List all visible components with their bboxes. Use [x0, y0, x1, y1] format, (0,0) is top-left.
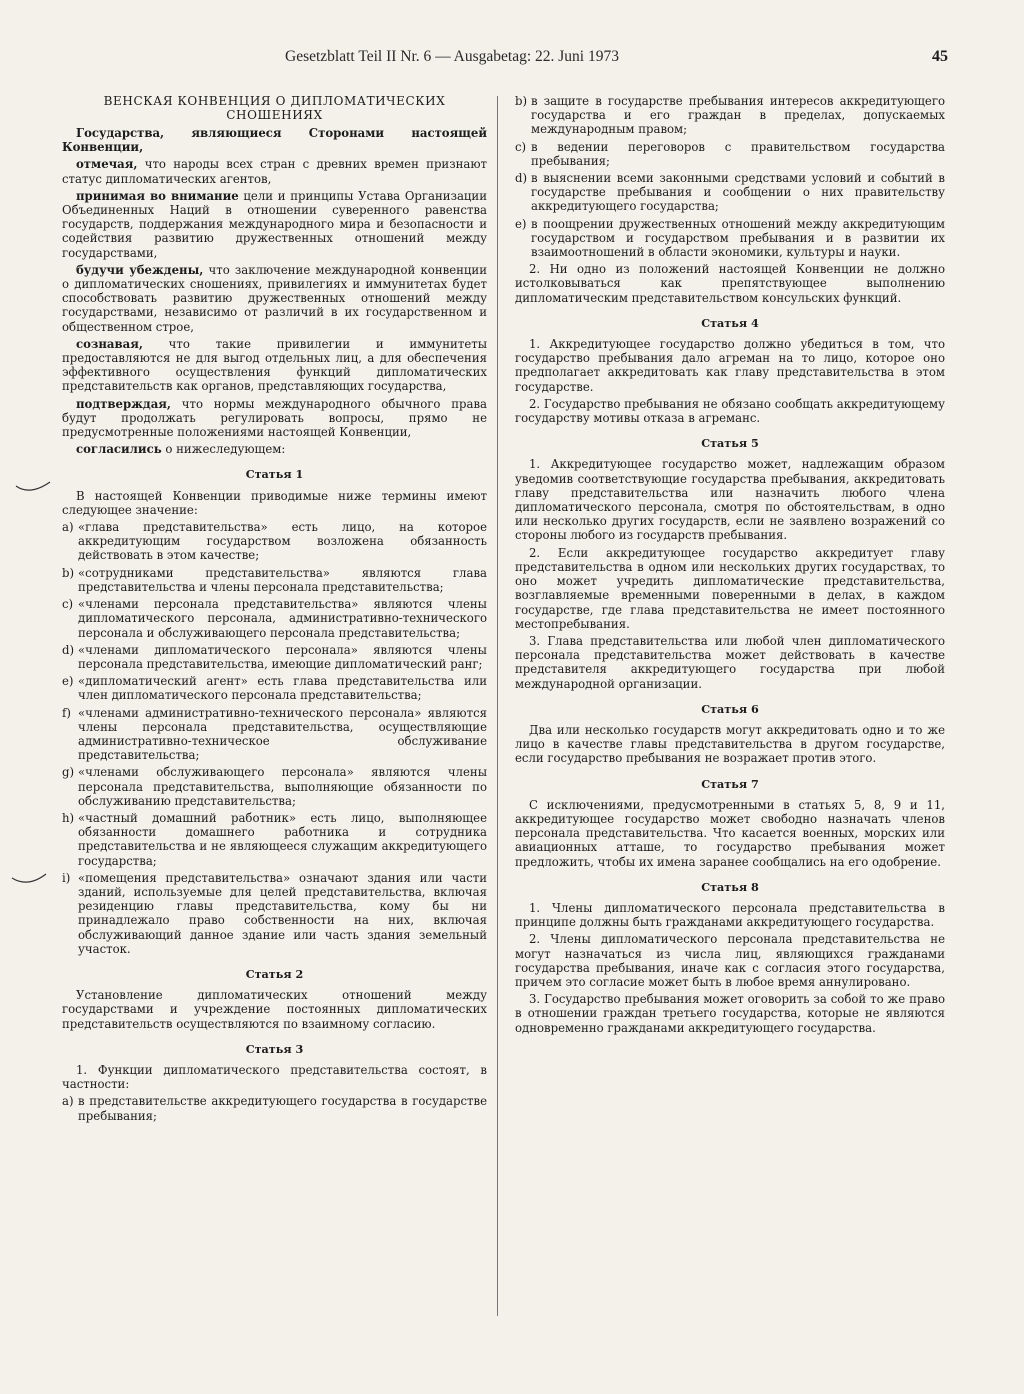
article-3-heading: Статья 3: [245, 1041, 304, 1056]
list-item: [62, 1094, 487, 1122]
item-label: f): [62, 705, 71, 720]
article-3-functions: [515, 94, 945, 259]
item-text: «членами обслуживающего персонала» являются члены персонала представительства, выполняющие обязанности по обслуживанию представительства;: [78, 765, 487, 808]
item-text: «сотрудниками представительства» являются глава представительства и члены персонала представительства;: [78, 565, 487, 594]
gazette-title: Gesetzblatt Teil II Nr. 6 — Ausgabetag: 22. Juni 1973: [285, 48, 619, 65]
list-item: [62, 811, 487, 868]
preamble-paragraph: согласились о нижеследующем:: [76, 442, 286, 457]
item-label: c): [62, 597, 74, 612]
item-label: g): [62, 765, 75, 780]
item-text: в поощрении дружественных отношений между аккредитующим государством и государством пребывания и в развитии их взаимоотношений в области экономики, культуры и науки.: [531, 216, 945, 260]
article-8-paragraph-2: 2. Члены дипломатического персонала представительства не могут назначаться из числа лиц, являющихся гражданами государства пребывания, иначе как с согласия этого государства, причем это согласие может быть в любое время аннулировано.: [515, 932, 945, 989]
right-column: [515, 94, 945, 1038]
article-5-heading: Статья 5: [701, 436, 759, 451]
article-8-paragraph-1: 1. Члены дипломатического персонала представительства в принципе должны быть гражданами аккредитующего государства.: [515, 900, 945, 930]
list-item: [515, 94, 945, 137]
item-label: a): [62, 520, 74, 535]
item-label: e): [515, 216, 527, 231]
item-text: в выяснении всеми законными средствами условий и событий в государстве пребывания и сообщении о них правительству аккредитующего государства;: [531, 171, 945, 214]
title-line-2: СНОШЕНИЯХ: [226, 108, 323, 122]
article-4-heading: Статья 4: [701, 315, 759, 330]
left-column: [62, 94, 487, 1126]
article-1-definitions: [62, 520, 487, 956]
item-label: d): [62, 642, 75, 657]
preamble-paragraph: сознавая, что такие привилегии и иммунитеты предоставляются не для выгод отдельных лиц, а для обеспечения эффективного осуществления функций дипломатических представительств как органов, представляющих государства,: [62, 336, 487, 394]
item-text: «глава представительства» есть лицо, на которое аккредитующим государством возложена обязанность действовать в этом качестве;: [78, 520, 487, 563]
item-text: в ведении переговоров с правительством государства пребывания;: [531, 139, 945, 168]
page-header: [0, 48, 1024, 72]
list-item: [515, 171, 945, 214]
article-1-intro: В настоящей Конвенции приводимые ниже термины имеют следующее значение:: [62, 488, 487, 517]
article-5-paragraph-1: 1. Аккредитующее государство может, надлежащим образом уведомив соответствующие государства пребывания, аккредитовать главу представительства или назначить любого члена дипломатического персонала, смотря по обстоятельствам, в одно или несколько других государств, если не заявлено возражений со стороны любого из государств пребывания.: [515, 457, 945, 543]
item-label: b): [62, 565, 75, 580]
article-3-paragraph-2: 2. Ни одно из положений настоящей Конвенции не должно истолковываться как препятствующее выполнению дипломатическим представительством консульских функций.: [515, 262, 945, 305]
list-item: [62, 566, 487, 594]
item-text: «помещения представительства» означают здания или части зданий, используемые для целей представительства, включая резиденцию главы представительства, кому бы ни принадлежало право собственности на них, включая обслуживающий данное здание или часть здания земельный участок.: [78, 870, 487, 956]
article-2-heading: Статья 2: [245, 966, 304, 981]
margin-ink-mark: [14, 478, 54, 500]
article-7-text: С исключениями, предусмотренными в статьях 5, 8, 9 и 11, аккредитующее государство может свободно назначать членов персонала представительства. Что касается военных, морских или авиационных атташе, то государство пребывания может предложить, чтобы их имена заранее сообщались на его одобрение.: [515, 797, 945, 869]
item-text: «дипломатический агент» есть глава представительства или член дипломатического персонала представительства;: [78, 674, 487, 703]
article-1-heading: Статья 1: [245, 467, 304, 482]
article-5-paragraph-2: 2. Если аккредитующее государство аккредитует главу представительства в одном или нескольких других государствах, то оно может учредить дипломатические представительства, возглавляемые временными поверенными в делах, в каждом государстве, где глава представительства не имеет постоянного местопребывания.: [515, 545, 945, 631]
article-8-heading: Статья 8: [701, 879, 759, 894]
list-item: [62, 765, 487, 808]
preamble-paragraph: принимая во внимание цели и принципы Устава Организации Объединенных Наций в отношении суверенного равенства государств, поддержания международного мира и безопасности и содействия развитию дружественных отношений между государствами,: [62, 188, 488, 260]
article-4-paragraph-1: 1. Аккредитующее государство должно убедиться в том, что государство пребывания дало агреман на то лицо, которое оно предполагает аккредитовать как главу представительства в этом государстве.: [515, 337, 945, 394]
preamble-lead: Государства, являющиеся Сторонами настоящей Конвенции,: [62, 126, 487, 155]
list-item: [62, 643, 487, 671]
item-text: «членами персонала представительства» являются члены дипломатического персонала, административно-технического персонала и обслуживающего персонала представительства;: [78, 597, 487, 640]
page-number: 45: [932, 48, 948, 65]
preamble-paragraph: отмечая, что народы всех стран с древних времен признают статус дипломатических агентов,: [62, 157, 487, 186]
list-item: [62, 706, 487, 763]
article-2-text: Установление дипломатических отношений между государствами и учреждение постоянных дипломатических представительств осуществляются по взаимному согласию.: [62, 988, 487, 1031]
item-label: d): [515, 171, 528, 186]
item-text: в представительстве аккредитующего государства в государстве пребывания;: [78, 1094, 487, 1123]
list-item: [62, 674, 487, 702]
document-title: [62, 94, 487, 122]
article-8-paragraph-3: 3. Государство пребывания может оговорить за собой то же право в отношении граждан третьего государства, которые не являются одновременно гражданами аккредитующего государства.: [515, 992, 945, 1035]
list-item: [62, 597, 487, 640]
preamble-paragraph: будучи убеждены, что заключение международной конвенции о дипломатических сношениях, привилегиях и иммунитетах будет способствовать развитию дружественных отношений между государствами, независимо от различий в их государственном и общественном строе,: [62, 262, 487, 334]
article-4-paragraph-2: 2. Государство пребывания не обязано сообщать аккредитующему государству мотивы отказа в агреманс.: [515, 396, 945, 426]
column-divider: [497, 96, 498, 1316]
title-line-1: ВЕНСКАЯ КОНВЕНЦИЯ О ДИПЛОМАТИЧЕСКИХ: [103, 94, 446, 108]
item-text: в защите в государстве пребывания интересов аккредитующего государства и его граждан в пределах, допускаемых международным правом;: [531, 94, 945, 137]
item-label: h): [62, 810, 75, 825]
article-7-heading: Статья 7: [701, 776, 759, 791]
article-6-heading: Статья 6: [701, 701, 759, 716]
list-item: [515, 217, 945, 260]
article-5-paragraph-3: 3. Глава представительства или любой член дипломатического персонала представительства может действовать в качестве представителя аккредитующего государства при любой международной организации.: [515, 633, 945, 691]
list-item: [62, 871, 487, 956]
list-item: [62, 520, 487, 563]
item-label: i): [62, 870, 71, 885]
article-3-intro: 1. Функции дипломатического представительства состоят, в частности:: [62, 1062, 487, 1092]
item-label: e): [62, 674, 74, 689]
item-label: a): [62, 1094, 74, 1109]
preamble-paragraph: подтверждая, что нормы международного обычного права будут продолжать регулировать вопросы, прямо не предусмотренные положениями настоящей Конвенции,: [62, 396, 487, 440]
item-text: «частный домашний работник» есть лицо, выполняющее обязанности домашнего работника и сотрудника представительства и не являющееся служащим аккредитующего государства;: [78, 810, 487, 868]
list-item: [515, 140, 945, 168]
article-6-text: Два или несколько государств могут аккредитовать одно и то же лицо в качестве главы представительства в другом государстве, если государство пребывания не возражает против этого.: [515, 722, 945, 766]
item-text: «членами административно-технического персонала» являются члены персонала представительства, осуществляющие административно-техническое обслуживание представительства;: [78, 705, 487, 763]
item-label: b): [515, 94, 528, 108]
item-label: c): [515, 139, 527, 154]
margin-ink-mark: [10, 868, 50, 890]
item-text: «членами дипломатического персонала» являются члены персонала представительства, имеющие дипломатический ранг;: [78, 642, 487, 671]
